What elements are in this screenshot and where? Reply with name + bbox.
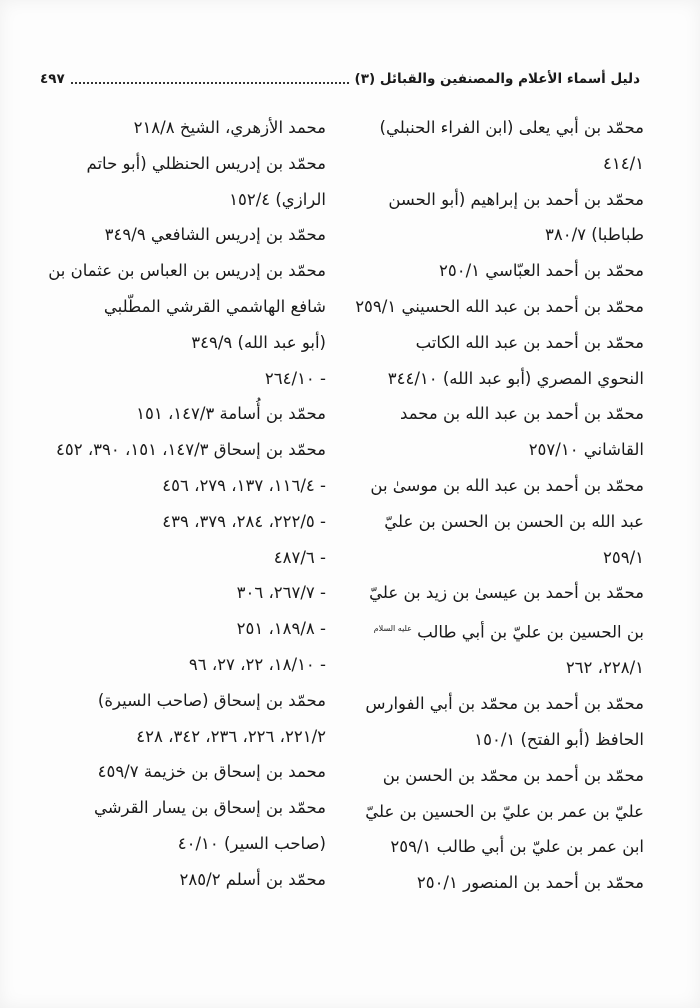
index-entry-line — [354, 611, 644, 650]
index-entry-line: شافع الهاشمي القرشي المطّلبي — [103, 296, 326, 316]
index-entry-line: محمّد بن أبي يعلى (ابن الفراء الحنبلي) — [379, 118, 644, 137]
index-entry-text: بن الحسين بن عليّ بن أبي طالب — [417, 622, 644, 642]
index-entry-line: - ٤٨٧/٦ — [273, 547, 326, 567]
index-entry-line: - ٢٦٧/٧، ٣٠٦ — [236, 583, 326, 603]
index-entry-line: محمّد بن إسحاق ١٤٧/٣، ١٥١، ٣٩٠، ٤٥٢ — [56, 440, 326, 460]
index-entry-line: - ٢٦٤/١٠ — [264, 368, 326, 388]
header-dot-leader — [71, 82, 349, 84]
index-column-left — [36, 110, 326, 898]
index-entry-line: ٢٥٩/١ — [602, 547, 644, 567]
index-entry-line: محمّد بن أحمد بن محمّد بن الحسن بن — [382, 765, 644, 785]
index-entry-line: ٤١٤/١ — [602, 153, 644, 173]
index-entry-line: محمّد بن أحمد بن عبد الله الكاتب — [415, 332, 644, 352]
index-entry-line: محمّد بن إدريس الحنظلي (أبو حاتم — [86, 153, 326, 173]
header-title: دليل أسماء الأعلام والمصنفين والقبائل (٣) — [354, 71, 640, 87]
index-entry-line: محمّد بن أُسامة ١٤٧/٣، ١٥١ — [136, 404, 326, 424]
index-entry-line: القاشاني ٢٥٧/١٠ — [528, 440, 644, 460]
index-entry-line: محمّد بن أحمد بن المنصور ٢٥٠/١ — [416, 873, 644, 893]
index-entry-line: محمد بن إسحاق بن خزيمة ٤٥٩/٧ — [97, 762, 326, 782]
index-entry-line: محمّد بن أحمد بن محمّد بن أبي الفوارس — [365, 694, 644, 714]
index-entry-line: محمّد بن إدريس الشافعي ٣٤٩/٩ — [104, 225, 326, 245]
honorific-ligature: عليه السلام — [373, 624, 412, 634]
index-entry-line: محمد الأزهري، الشيخ ٢١٨/٨ — [133, 118, 326, 137]
index-entry-line: ٢٢١/٢، ٢٢٦، ٢٣٦، ٣٤٢، ٤٢٨ — [136, 726, 326, 746]
index-entry-line: ٢٢٨/١، ٢٦٢ — [565, 658, 644, 678]
index-entry-line: محمّد بن أسلم ٢٨٥/٢ — [179, 869, 326, 889]
page-number: ٤٩٧ — [40, 71, 65, 87]
index-entry-line: محمّد بن أحمد بن عبد الله الحسيني ٢٥٩/١ — [355, 296, 644, 316]
index-entry-line: محمّد بن إسحاق (صاحب السيرة) — [97, 690, 326, 710]
index-entry-line: طباطبا) ٣٨٠/٧ — [545, 225, 644, 245]
index-entry-line: - ٢٢٢/٥، ٢٨٤، ٣٧٩، ٤٣٩ — [162, 511, 326, 531]
index-entry-line: محمّد بن أحمد بن عيسىٰ بن زيد بن عليّ — [369, 583, 644, 603]
index-entry-line: عبد الله بن الحسن بن الحسن بن عليّ — [384, 511, 644, 531]
index-entry-line: (صاحب السير) ٤٠/١٠ — [177, 833, 326, 853]
running-header — [40, 66, 640, 92]
index-entry-line: محمّد بن أحمد بن إبراهيم (أبو الحسن — [388, 189, 644, 209]
index-entry-line: عليّ بن عمر بن عليّ بن الحسين بن عليّ — [365, 801, 644, 821]
index-entry-line: محمّد بن أحمد بن عبد الله بن محمد — [400, 404, 644, 424]
index-entry-line: محمّد بن أحمد العبّاسي ٢٥٠/١ — [439, 261, 644, 281]
index-entry-line: - ١٨٩/٨، ٢٥١ — [236, 619, 326, 639]
index-entry-line: محمّد بن أحمد بن عبد الله بن موسىٰ بن — [370, 475, 644, 495]
index-entry-line: (أبو عبد الله) ٣٤٩/٩ — [191, 332, 326, 352]
index-entry-line: النحوي المصري (أبو عبد الله) ٣٤٤/١٠ — [387, 368, 644, 388]
index-entry-line: الرازي) ١٥٢/٤ — [229, 189, 326, 209]
index-entry-line: - ١١٦/٤، ١٣٧، ٢٧٩، ٤٥٦ — [162, 475, 326, 495]
index-entry-line: - ١٨/١٠، ٢٢، ٢٧، ٩٦ — [188, 654, 326, 674]
index-column-right — [354, 110, 644, 901]
index-entry-line: محمّد بن إدريس بن العباس بن عثمان بن — [48, 261, 326, 281]
index-entry-line: الحافظ (أبو الفتح) ١٥٠/١ — [474, 730, 644, 750]
index-entry-line: ابن عمر بن عليّ بن أبي طالب ٢٥٩/١ — [390, 837, 644, 857]
index-entry-line: محمّد بن إسحاق بن يسار القرشي — [93, 798, 326, 818]
